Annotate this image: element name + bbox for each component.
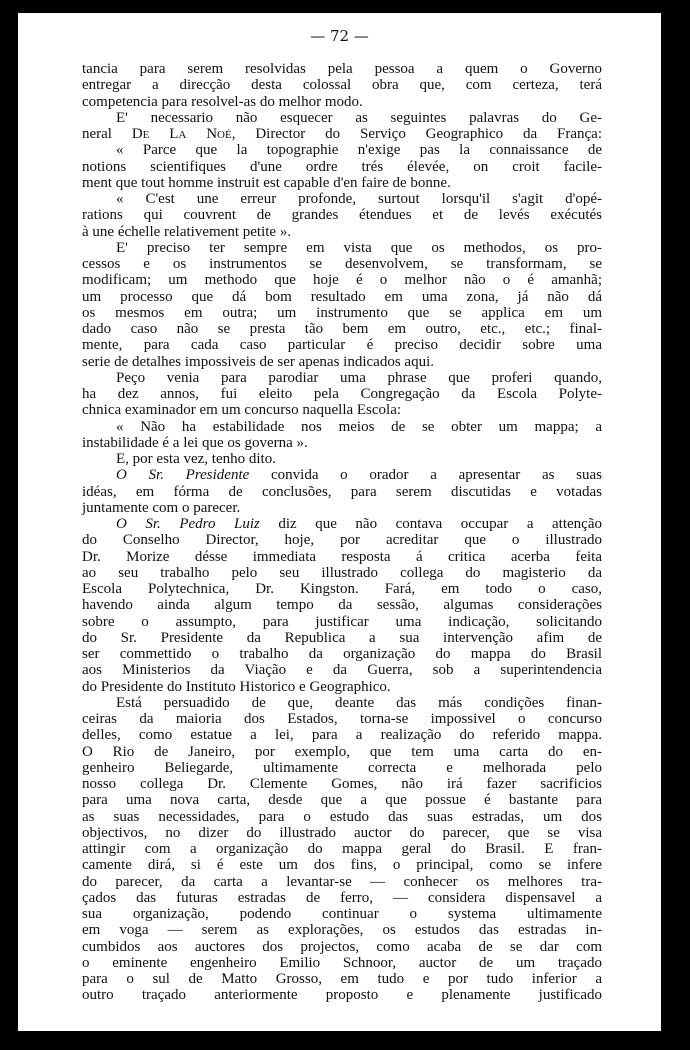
text-line: ser commettido o trabalho da organização do mappa do Brasil [82,646,602,662]
text-line: serie de detalhes impossiveis de ser apenas indicados aqui. [82,353,434,370]
text-segment: diz que não contava occupar a attenção [259,516,602,532]
text-line: instabilidade é a lei que os governa ». [82,434,308,451]
text-segment: convida o orador a apresentar as suas [249,467,602,484]
text-line: aos Ministerios da Viação e da Guerra, sob a superintendencia [82,662,602,679]
text-line: idéas, em fórma de conclusões, para serem discutidas e votadas [82,483,602,500]
text-line: nosso collega Dr. Clemente Gomes, não irá fazer sacrificios [82,776,602,792]
page-number: — 72 — [310,27,369,45]
body-text [82,61,602,1004]
text-line: sua organização, podendo continuar o systema ultimamente [82,906,602,922]
text-line: ceiras da maioria dos Estados, torna-se impossivel o concurso [82,711,602,727]
text-line: delles, como estatue a lei, para a realização do referido mappa. [82,727,602,744]
text-line: ha dez annos, fui eleito pela Congregação da Escola Polyte- [82,386,602,402]
text-line: Dr. Morize désse immediata resposta á critica acerba feita [82,548,602,565]
text-line: havendo ainda algum tempo da sessão, algumas considerações [82,597,602,614]
text-line: « Parce que la topographie n'exige pas la connaissance de [116,142,602,159]
speaker-name: O Sr. Presidente [116,467,250,484]
text-line [82,467,602,483]
text-line: do Sr. Presidente da Republica a sua intervenção afim de [82,629,602,646]
text-line: à une échelle relativement petite ». [82,223,292,240]
text-line: outro traçado anteriormente proposto e plenamente justificado [82,987,602,1004]
text-line: cumbidos aos auctores dos projectos, como acaba de se dar com [82,938,602,955]
small-caps-name: De La Noé [131,126,232,142]
text-line: modificam; um methodo que hoje é o melhor não o é amanhã; [82,272,602,289]
text-line: Escola Polytechnica, Dr. Kingston. Fará, em todo o caso, [82,581,602,597]
text-line: rations qui couvrent de grandes étendues et de levés exécutés [82,207,602,224]
text-line [82,516,602,532]
text-line: para o sul de Matto Grosso, em tudo e por tudo inferior a [82,971,602,987]
text-line: competencia para resolvel-as do melhor modo. [82,93,363,110]
text-line: chnica examinador em um concurso naquella Escola: [82,402,402,419]
text-line: entregar a direcção desta colossal obra que, com certeza, terá [82,77,602,94]
text-segment: neral [82,126,132,142]
text-line: tancia para serem resolvidas pela pessoa a quem o Governo [82,61,602,77]
text-line: Peço venia para parodiar uma phrase que proferi quando, [116,369,602,386]
text-line: mente, para cada caso particular é preciso decidir sobre uma [82,337,602,354]
text-line: um processo que dá bom resultado em uma zona, já não dá [82,288,602,305]
text-line: cessos e os instrumentos se desenvolvem, se transformam, se [82,256,602,272]
text-line: as suas necessidades, para o estudo das suas estradas, um dos [82,808,602,825]
speaker-name: O Sr. Pedro Luiz [116,516,260,532]
text-line: juntamente com o parecer. [82,499,241,516]
text-line: attingir com a organização do mappa geral do Brasil. E fran- [82,841,602,857]
text-line: ao seu trabalho pelo seu illustrado collega do magisterio da [82,564,602,581]
text-line [82,126,602,142]
text-line: camente dirá, si é este um dos fins, o principal, como se infere [82,857,602,874]
text-line: objectivos, no dizer do illustrado auctor do parecer, que se visa [82,824,602,841]
text-line: genheiro Beliegarde, ultimamente correcta e melhorada pelo [82,759,602,776]
text-line: Está persuadido de que, deante das más condições finan- [116,694,602,711]
text-segment: , Director do Serviço Geographico da França: [231,126,603,142]
text-line: do Conselho Director, hoje, por acreditar que o illustrado [82,532,602,549]
text-line: E' necessario não esquecer as seguintes palavras do Ge- [116,109,602,126]
text-line: « Não ha estabilidade nos meios de se obter um mappa; a [116,418,602,435]
text-line: E' preciso ter sempre em vista que os methodos, os pro- [116,239,602,256]
text-line: o eminente engenheiro Emilio Schnoor, auctor de um traçado [82,954,602,971]
text-line: em voga — serem as explorações, os estudos das estradas in- [82,922,602,939]
text-line: os mesmos em outra; um instrumento que se applica em um [82,304,602,321]
text-line: para uma nova carta, desde que a que possue é bastante para [82,792,602,809]
text-line: ment que tout homme instruit est capable d'en faire de bonne. [82,174,451,191]
text-line: « C'est une erreur profonde, surtout lorsqu'il s'agit d'opé- [116,191,602,207]
text-line: do Presidente do Instituto Historico e Geographico. [82,678,391,695]
text-line: sobre o assumpto, para justificar uma indicação, solicitando [82,613,602,630]
text-line: do parecer, da carta a levantar-se — conhecer os melhores tra- [82,873,602,890]
text-line: E, por esta vez, tenho dito. [116,451,276,467]
text-line: dado caso não se presta tão bem em outro, etc., etc.; final- [82,321,602,337]
text-line: O Rio de Janeiro, por exemplo, que tem uma carta do en- [82,743,602,760]
text-line: notions scientifiques d'une ordre trés élevée, on croit facile- [82,158,602,175]
text-line: çados das futuras estradas de ferro, — considera dispensavel a [82,889,602,906]
book-page [18,13,661,1031]
